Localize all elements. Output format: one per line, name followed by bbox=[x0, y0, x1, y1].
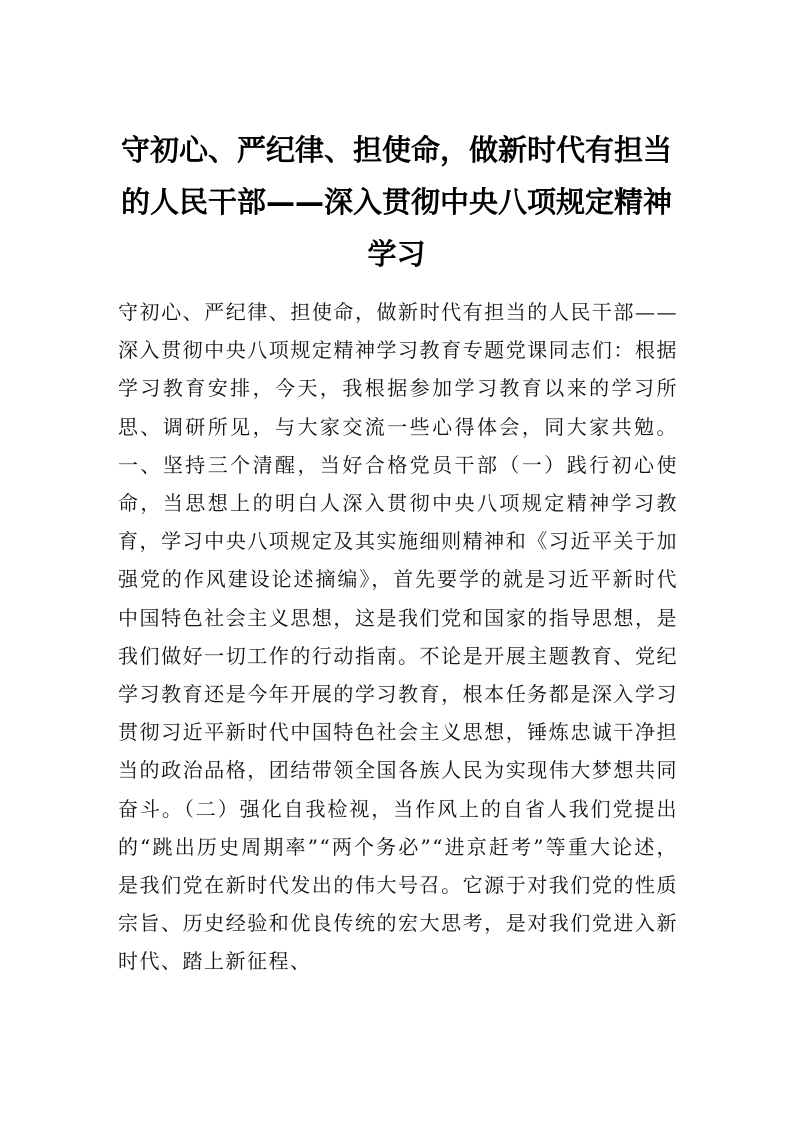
document-title: 守初心、严纪律、担使命，做新时代有担当的人民干部——深入贯彻中央八项规定精神学习 bbox=[120, 133, 672, 271]
document-body: 守初心、严纪律、担使命，做新时代有担当的人民干部——深入贯彻中央八项规定精神学习教育专题党课同志们：根据学习教育安排，今天，我根据参加学习教育以来的学习所思、调研所见，与大家交流一些心得体会，同大家共勉。一、坚持三个清醒，当好合格党员干部（一）践行初心使命，当思想上的明白人深入贯彻中央八项规定精神学习教育，学习中央八项规定及其实施细则精神和《习近平关于加强党的作风建设论述摘编》，首先要学的就是习近平新时代中国特色社会主义思想，这是我们党和国家的指导思想，是我们做好一切工作的行动指南。不论是开展主题教育、党纪学习教育还是今年开展的学习教育，根本任务都是深入学习贯彻习近平新时代中国特色社会主义思想，锤炼忠诚干净担当的政治品格，团结带领全国各族人民为实现伟大梦想共同奋斗。（二）强化自我检视，当作风上的自省人我们党提出的“跳出历史周期率”“两个务必”“进京赶考”等重大论述，是我们党在新时代发出的伟大号召。它源于对我们党的性质宗旨、历史经验和优良传统的宏大思考，是对我们党进入新时代、踏上新征程、 bbox=[118, 300, 678, 974]
